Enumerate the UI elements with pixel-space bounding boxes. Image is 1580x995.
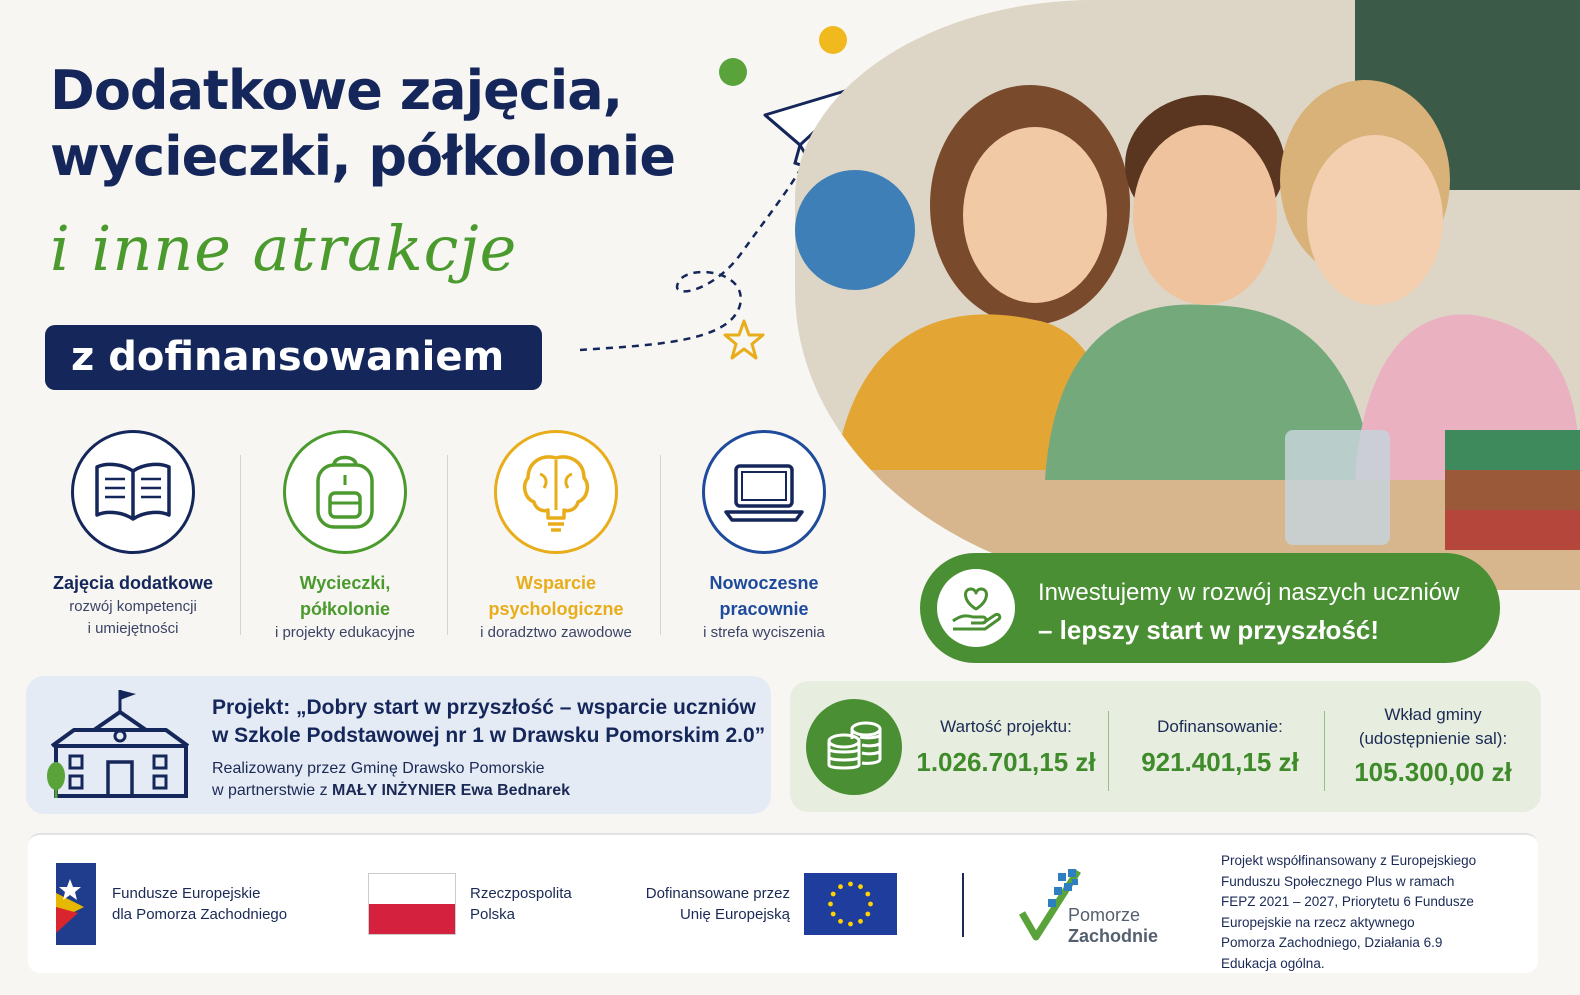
feature-circle (71, 430, 195, 554)
pz-line-2: Zachodnie (1068, 926, 1159, 946)
decor-dot-yellow (819, 26, 847, 54)
stat-label: Wartość projektu: (940, 717, 1072, 736)
feature-title-2: pracownie (719, 599, 809, 619)
feature-subtitle-1: i projekty edukacyjne (274, 624, 416, 641)
eu-cofunded-label (618, 883, 790, 925)
european-funds-line-2: dla Pomorza Zachodniego (112, 906, 288, 923)
school-building-icon (44, 684, 194, 802)
headline-script: i inne atrakcje (50, 212, 518, 285)
stat-label-1: Wkład gminy (1384, 705, 1482, 724)
note-line-4: Europejskie na rzecz aktywnego (1221, 914, 1415, 930)
feature-title: Zajęcia dodatkowe (52, 573, 214, 593)
brain-bulb-icon (518, 450, 594, 534)
eu-line-1: Dofinansowane przez (645, 885, 790, 902)
partner-name: MAŁY INŻYNIER Ewa Bednarek (332, 782, 571, 799)
feature-subtitle-1: i doradztwo zawodowe (480, 624, 632, 641)
project-subtitle-line-2 (212, 780, 570, 802)
feature-circle (702, 430, 826, 554)
students-illustration (795, 0, 1580, 590)
coins-icon-circle (806, 699, 902, 795)
project-title-line-1: Projekt: „Dobry start w przyszłość – wsparcie uczniów (212, 696, 756, 719)
banner-line-1: Inwestujemy w rozwój naszych uczniów (1038, 579, 1460, 606)
feature-title-2: psychologiczne (488, 599, 624, 619)
partner-prefix: w partnerstwie z (212, 782, 333, 799)
feature-circle (494, 430, 618, 554)
headline (50, 58, 675, 190)
stat-divider (1108, 711, 1109, 791)
backpack-icon (310, 451, 380, 533)
eu-flag-icon (804, 873, 897, 935)
coins-icon (824, 719, 884, 775)
project-box (26, 676, 771, 814)
investment-banner (920, 553, 1500, 663)
subsidy-pill: z dofinansowaniem (45, 325, 542, 390)
funding-footer (28, 833, 1538, 973)
footer-divider (962, 873, 964, 937)
stat-value: 1.026.701,15 zł (916, 747, 1096, 777)
stat-value: 105.300,00 zł (1354, 757, 1512, 787)
polish-flag-icon (368, 873, 456, 935)
feature-subtitle-2: i umiejętności (87, 620, 179, 637)
project-stats (790, 681, 1541, 812)
stat-value: 921.401,15 zł (1141, 747, 1299, 777)
eu-line-2: Unię Europejską (679, 906, 790, 923)
project-title (212, 694, 765, 750)
stat-label: Dofinansowanie: (1157, 717, 1283, 736)
headline-line-1: Dodatkowe zajęcia, (50, 59, 623, 122)
headline-line-2: wycieczki, półkolonie (50, 125, 675, 188)
feature-divider (447, 455, 448, 635)
project-subtitle (212, 758, 570, 802)
heart-hand-icon (949, 583, 1003, 633)
feature-title-1: Wycieczki, (299, 573, 391, 593)
star-icon (722, 318, 766, 362)
stat-municipal-contribution (1338, 703, 1528, 788)
stat-subsidy (1120, 715, 1320, 778)
stat-project-value (908, 715, 1104, 778)
republic-of-poland-label (470, 883, 572, 925)
pz-line-1: Pomorze (1068, 905, 1141, 925)
feature-subtitle-1: i strefa wyciszenia (703, 624, 825, 641)
european-funds-label (112, 883, 287, 925)
project-subtitle-line-1: Realizowany przez Gminę Drawsko Pomorskie (212, 760, 545, 777)
european-funds-line-1: Fundusze Europejskie (112, 885, 261, 902)
rp-line-2: Polska (470, 906, 516, 923)
project-title-line-2: w Szkole Podstawowej nr 1 w Drawsku Pomorskim 2.0” (212, 724, 766, 747)
cofinancing-note (1221, 851, 1476, 974)
feature-psych-support (451, 430, 661, 644)
feature-subtitle-1: rozwój kompetencji (69, 598, 197, 615)
feature-modern-labs (659, 430, 869, 644)
banner-line-2: – lepszy start w przyszłość! (1038, 615, 1380, 645)
note-line-2: Funduszu Społecznego Plus w ramach (1221, 873, 1455, 889)
note-line-1: Projekt współfinansowany z Europejskiego (1221, 853, 1477, 868)
students-photo (795, 0, 1580, 590)
feature-extra-classes (28, 430, 238, 640)
note-line-6: Edukacja ogólna. (1221, 955, 1325, 971)
note-line-3: FEPZ 2021 – 2027, Priorytetu 6 Fundusze (1221, 894, 1474, 909)
note-line-5: Pomorza Zachodniego, Działania 6.9 (1221, 935, 1443, 950)
feature-trips (240, 430, 450, 644)
feature-circle (283, 430, 407, 554)
stat-label-2: (udostępnienie sal): (1358, 729, 1508, 748)
banner-icon-circle (937, 569, 1015, 647)
stat-divider (1324, 711, 1325, 791)
feature-title-2: półkolonie (300, 599, 390, 619)
european-funds-logo-icon (56, 863, 98, 945)
open-book-icon (91, 457, 175, 527)
feature-title-1: Nowoczesne (709, 573, 819, 593)
feature-title-1: Wsparcie (515, 573, 597, 593)
laptop-icon (722, 460, 806, 524)
rp-line-1: Rzeczpospolita (470, 885, 572, 902)
